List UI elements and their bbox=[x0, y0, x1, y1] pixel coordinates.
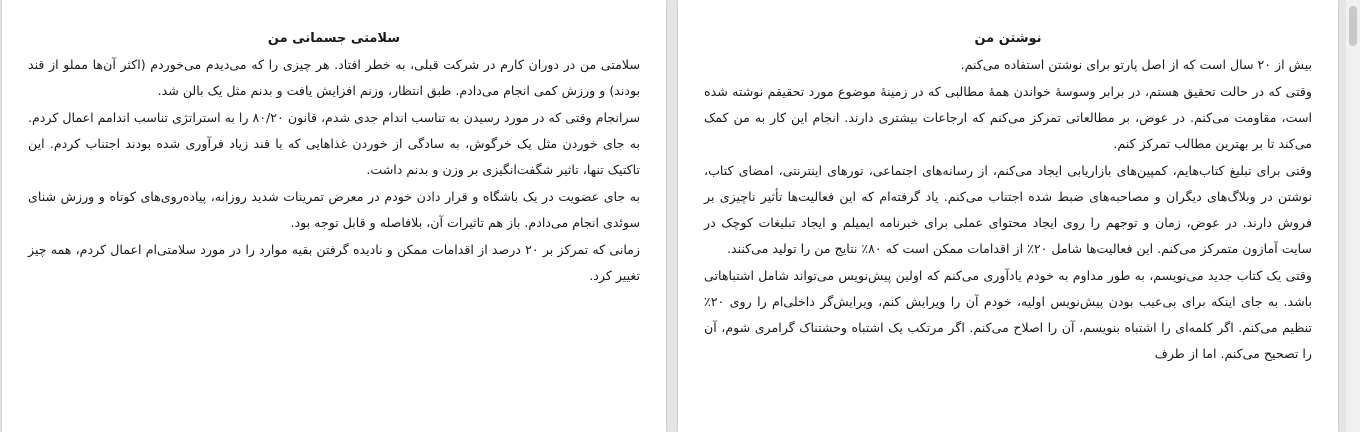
left-page bbox=[2, 0, 666, 432]
paragraph: زمانی که تمرکز بر ۲۰ درصد از اقدامات ممکن و نادیده گرفتن بقیه موارد را در مورد سلامتی‌ام اعمال کردم، همه چیز تغییر کرد. bbox=[28, 242, 640, 283]
left-page-content bbox=[28, 26, 640, 290]
paragraph: سرانجام وقتی که در مورد رسیدن به تناسب اندام جدی شدم، قانون ۸۰/۲۰ را به استراتژی تناسب اندامم اعمال کردم. به جای خوردن مثل یک خرگوش، به سادگی از خوردن غذاهایی که با قند زیاد فرآوری شده بودند اجتناب کردم. این تاکتیک تنها، تاثیر شگفت‌انگیزی بر وزن و بدنم داشت. bbox=[28, 110, 640, 177]
scrollbar-thumb[interactable] bbox=[1349, 6, 1357, 46]
paragraph: وقتی برای تبلیغ کتاب‌هایم، کمپین‌های بازاریابی ایجاد می‌کنم، از رسانه‌های اجتماعی، تورهای اینترنتی، امضای کتاب، نوشتن در وبلاگ‌های دیگران و مصاحبه‌های ضبط شده اجتناب می‌کنم. یاد گرفته‌ام که این فعالیت‌ها تأثیر ناچیزی بر فروش دارند. در عوض، زمان و توجهم را روی ایجاد محتوای عملی برای خبرنامه ایمیلم و ایجاد تبلیغات کوچک در سایت آمازون متمرکز می‌کنم. این فعالیت‌ها شامل ۲۰٪ از اقدامات ممکن است که ۸۰٪ نتایج من را تولید می‌کنند. bbox=[704, 163, 1312, 256]
paragraph: به جای عضویت در یک باشگاه و قرار دادن خودم در معرض تمرینات شدید روزانه، پیاده‌روی‌های کوتاه و ورزش شنای سوئدی انجام می‌دادم. باز هم تاثیرات آن، بلافاصله و قابل توجه بود. bbox=[28, 189, 640, 230]
right-page-content bbox=[704, 26, 1312, 368]
scrollbar[interactable] bbox=[1346, 0, 1360, 432]
left-page-title: سلامتی جسمانی من bbox=[267, 31, 401, 46]
paragraph: سلامتی من در دوران کارم در شرکت قبلی، به خطر افتاد. هر چیزی را که می‌دیدم می‌خوردم (اکثر آن‌ها مملو از قند بودند) و ورزش کمی انجام می‌دادم. طبق انتظار، وزنم افزایش یافت و بدنم مثل یک بالن شد. bbox=[28, 57, 640, 98]
paragraph: وقتی یک کتاب جدید می‌نویسم، به طور مداوم به خودم یادآوری می‌کنم که اولین پیش‌نویس می‌تواند شامل اشتباهاتی باشد. به جای اینکه برای بی‌عیب بودن پیش‌نویس اولیه، خودم آن را ویرایش کنم، ویرایش‌گر داخلی‌ام را روی ۲۰٪ تنظیم می‌کنم. اگر کلمه‌ای را اشتباه بنویسم، آن را اصلاح می‌کنم. اگر مرتکب یک اشتباه وحشتناک گرامری شوم، آن را تصحیح می‌کنم. اما از طرف bbox=[704, 268, 1312, 361]
right-page-title: نوشتن من bbox=[974, 31, 1042, 46]
right-page bbox=[678, 0, 1338, 432]
paragraph: وقتی که در حالت تحقیق هستم، در برابر وسوسهٔ خواندن همهٔ مطالبی که در زمینهٔ موضوع مورد تحقیقم نوشته شده است، مقاومت می‌کنم. در عوض، بر مطالعاتی تمرکز می‌کنم که ارجاعات بیشتری دارند. انجام این کار به من کمک می‌کند تا بر بهترین مطالب تمرکز کنم. bbox=[704, 84, 1312, 151]
paragraph: بیش از ۲۰ سال است که از اصل پارتو برای نوشتن استفاده می‌کنم. bbox=[960, 57, 1312, 72]
